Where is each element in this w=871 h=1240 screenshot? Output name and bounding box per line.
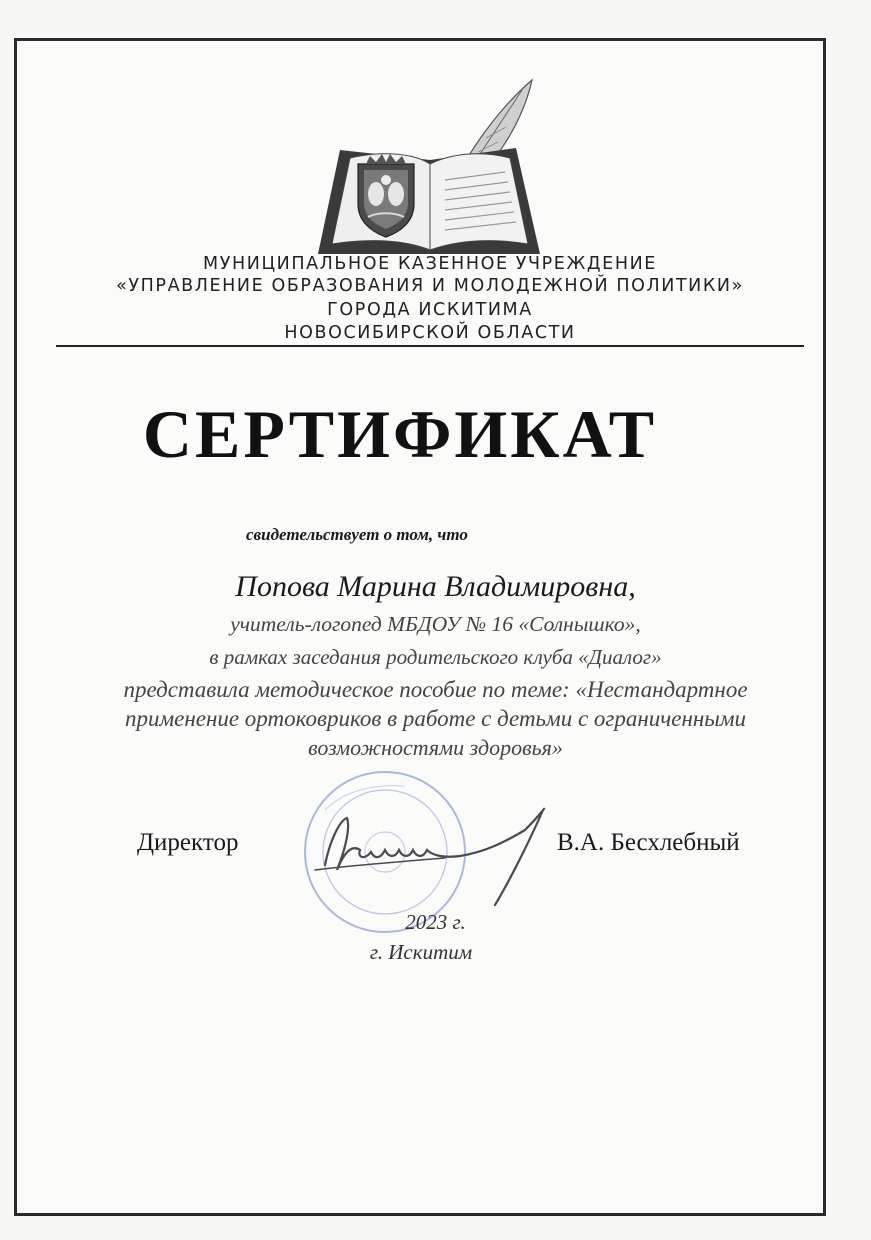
recipient-name: Попова Марина Владимировна,	[235, 570, 636, 603]
body-line-4: применение ортоковриков в работе с детьми с ограниченными	[124, 706, 747, 731]
emblem-book-quill-icon	[310, 72, 550, 257]
org-name-line-3: ГОРОДА ИСКИТИМА	[327, 300, 533, 320]
body-line-2: в рамках заседания родительского клуба «Диалог»	[209, 645, 662, 669]
org-name-line-2: «УПРАВЛЕНИЕ ОБРАЗОВАНИЯ И МОЛОДЕЖНОЙ ПОЛИТИКИ»	[116, 276, 744, 296]
body-line-1: учитель-логопед МБДОУ № 16 «Солнышко»,	[230, 612, 641, 636]
org-name-line-4: НОВОСИБИРСКОЙ ОБЛАСТИ	[284, 323, 576, 343]
body-line-3: представила методическое пособие по теме: «Нестандартное	[123, 677, 748, 702]
signer-name: В.А. Бесхлебный	[557, 829, 740, 856]
signer-role: Директор	[137, 829, 239, 856]
issue-year: 2023 г.	[405, 910, 466, 934]
certificate-title: СЕРТИФИКАТ	[142, 396, 658, 472]
witness-phrase: свидетельствует о том, что	[246, 525, 468, 544]
body-line-5: возможностями здоровья»	[308, 735, 563, 760]
org-name-line-1: МУНИЦИПАЛЬНОЕ КАЗЕННОЕ УЧРЕЖДЕНИЕ	[203, 254, 657, 274]
header-divider	[56, 345, 804, 347]
issue-city: г. Искитим	[369, 940, 473, 964]
